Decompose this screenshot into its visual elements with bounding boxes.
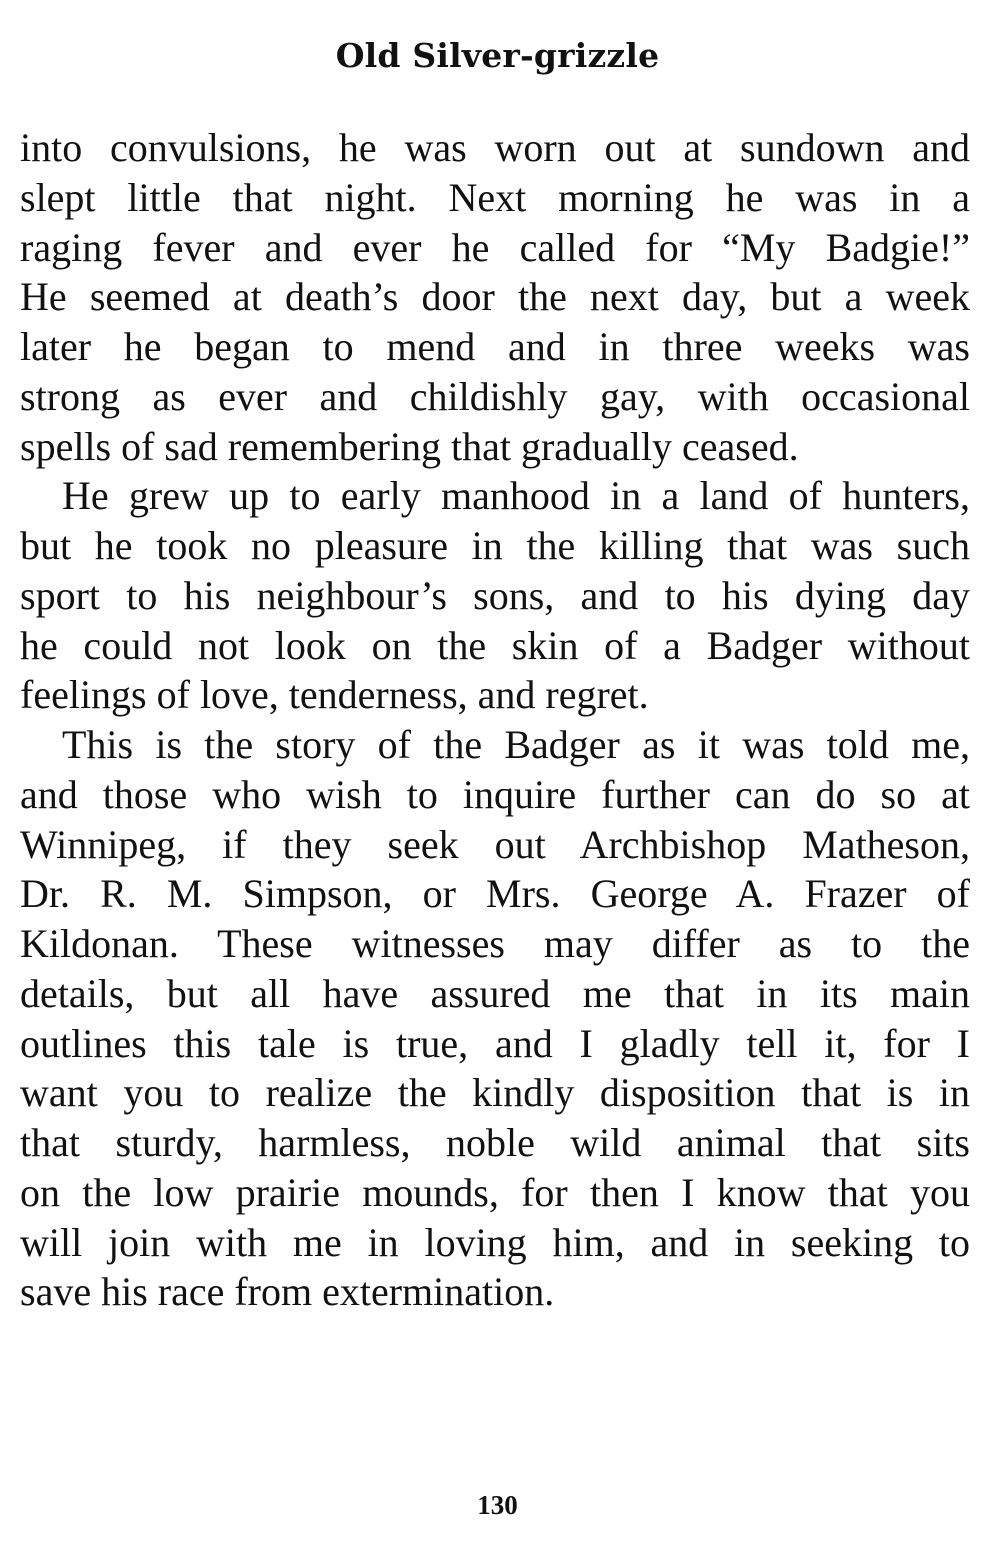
text-line: Dr. R. M. Simpson, or Mrs. George A. Frazer of <box>20 871 970 917</box>
body-text <box>20 123 970 1317</box>
text-line: later he began to mend and in three weeks was <box>20 324 970 369</box>
text-line: details, but all have assured me that in its main <box>20 970 970 1016</box>
text-line: He seemed at death’s door the next day, but a week <box>20 274 970 320</box>
text-line: sport to his neighbour’s sons, and to his dying day <box>20 572 970 618</box>
text-line: slept little that night. Next morning he was in a <box>20 174 970 220</box>
paragraph-start-line: He grew up to early manhood in a land of hunters, <box>62 473 970 519</box>
text-line: will join with me in loving him, and in seeking to <box>20 1219 970 1265</box>
text-line: strong as ever and childishly gay, with occasional <box>20 373 970 419</box>
text-line: Kildonan. These witnesses may differ as to the <box>20 921 970 966</box>
text-line: but he took no pleasure in the killing that was such <box>20 523 970 568</box>
paragraph-end-line: save his race from extermination. <box>20 1269 555 1315</box>
text-line: want you to realize the kindly disposition that is in <box>20 1070 970 1116</box>
text-line: on the low prairie mounds, for then I know that you <box>20 1169 970 1215</box>
paragraph-end-line: spells of sad remembering that gradually ceased. <box>20 423 799 469</box>
text-line: outlines this tale is true, and I gladly tell it, for I <box>20 1020 970 1066</box>
text-line: raging fever and ever he called for “My Badgie!” <box>20 224 970 270</box>
text-line: into convulsions, he was worn out at sundown and <box>20 125 970 170</box>
paragraph-end-line: feelings of love, tenderness, and regret. <box>20 672 649 718</box>
text-line: and those who wish to inquire further can do so at <box>20 771 970 817</box>
text-line: Winnipeg, if they seek out Archbishop Matheson, <box>20 821 970 867</box>
text-line: he could not look on the skin of a Badger without <box>20 622 970 668</box>
text-line: that sturdy, harmless, noble wild animal that sits <box>20 1120 970 1165</box>
page-number: 130 <box>477 1490 518 1520</box>
paragraph-start-line: This is the story of the Badger as it was told me, <box>62 722 970 767</box>
running-head: Old Silver-grizzle <box>335 36 660 75</box>
